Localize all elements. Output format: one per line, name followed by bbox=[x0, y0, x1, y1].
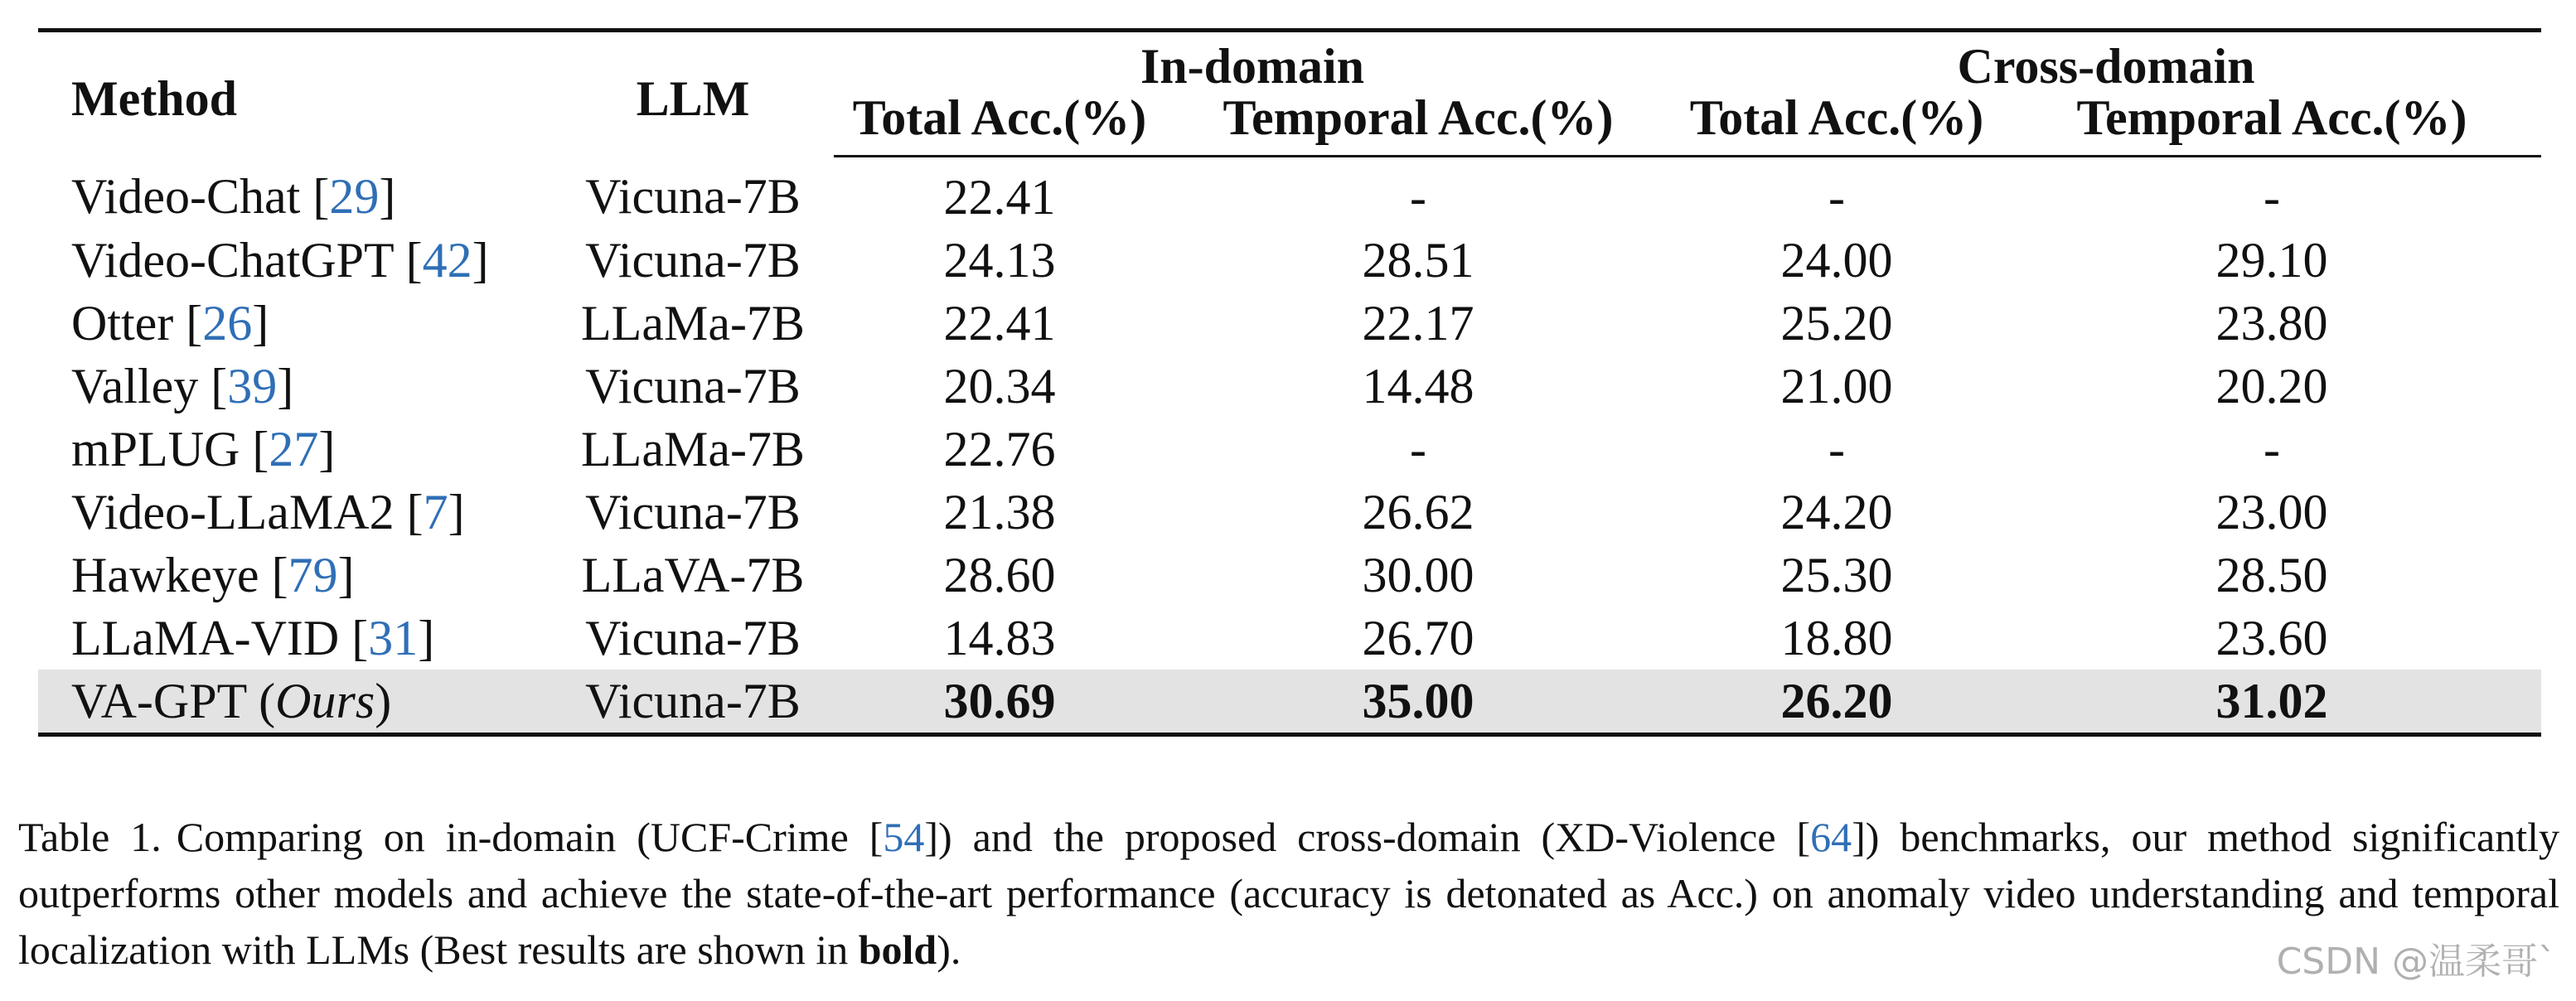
caption-text: ]) benchmarks, our method significantly outperforms other models and achieve the state-of-the-art performance (accuracy is detonated as Acc.) on anomaly video understanding and temporal localization with LLMs (Best results are shown in bbox=[18, 814, 2560, 973]
cross-domain-temporal-cell: 23.80 bbox=[2215, 296, 2328, 351]
in-domain-total-cell: 21.38 bbox=[943, 485, 1056, 539]
cross-domain-temporal-cell: 23.60 bbox=[2215, 611, 2328, 665]
in-domain-total-cell: 20.34 bbox=[943, 359, 1056, 413]
table-row bbox=[38, 355, 2541, 418]
method-name: LLaMA-VID bbox=[71, 611, 340, 665]
header-in-domain: In-domain bbox=[834, 31, 1671, 92]
table-row bbox=[38, 292, 2541, 355]
caption-text: ). bbox=[937, 926, 961, 973]
table-row bbox=[38, 418, 2541, 481]
in-domain-total-cell: 22.41 bbox=[943, 170, 1056, 225]
llm-cell: LLaMa-7B bbox=[581, 296, 805, 351]
in-domain-total-cell: 22.76 bbox=[943, 422, 1056, 476]
citation-link[interactable]: 26 bbox=[202, 296, 253, 351]
method-name: Hawkeye bbox=[71, 548, 259, 602]
results-table-container bbox=[38, 28, 2541, 737]
cross-domain-total-cell: 26.20 bbox=[1671, 670, 2002, 735]
cross-domain-total-cell: 25.20 bbox=[1780, 296, 1893, 351]
in-domain-temporal-cell: - bbox=[1410, 170, 1426, 225]
cross-domain-temporal-cell: - bbox=[2264, 422, 2280, 476]
citation-link[interactable]: 27 bbox=[269, 422, 319, 476]
cross-domain-total-cell: 21.00 bbox=[1780, 359, 1893, 413]
table-caption bbox=[18, 809, 2559, 978]
in-domain-temporal-cell: 28.51 bbox=[1362, 233, 1474, 288]
header-in-domain-total-acc: Total Acc.(%) bbox=[834, 91, 1165, 157]
cross-domain-total-cell: - bbox=[1828, 170, 1845, 225]
method-cell: Otter [26] bbox=[71, 296, 269, 351]
in-domain-total-cell: 24.13 bbox=[943, 233, 1056, 288]
caption-text: Comparing on in-domain (UCF-Crime [ bbox=[176, 814, 884, 860]
in-domain-temporal-cell: 35.00 bbox=[1165, 670, 1671, 735]
citation-link[interactable]: 42 bbox=[422, 233, 472, 288]
table-body bbox=[38, 157, 2541, 735]
method-name: Video-Chat bbox=[71, 169, 301, 225]
caption-label: Table 1. bbox=[18, 814, 162, 860]
cross-domain-temporal-cell: 23.00 bbox=[2215, 485, 2328, 539]
in-domain-temporal-cell: - bbox=[1410, 422, 1426, 476]
llm-cell: LLaVA-7B bbox=[581, 548, 805, 602]
caption-bold-word: bold bbox=[858, 926, 937, 973]
in-domain-total-cell: 14.83 bbox=[943, 611, 1056, 665]
table-row bbox=[38, 544, 2541, 607]
caption-text: ]) and the proposed cross-domain (XD-Violence [ bbox=[924, 814, 1811, 860]
header-cross-domain-temporal-acc: Temporal Acc.(%) bbox=[2002, 91, 2541, 157]
in-domain-temporal-cell: 22.17 bbox=[1362, 296, 1474, 351]
citation-link[interactable]: 54 bbox=[883, 814, 925, 860]
table-row bbox=[38, 607, 2541, 670]
method-cell: VA-GPT (Ours) bbox=[38, 670, 552, 735]
cross-domain-temporal-cell: - bbox=[2264, 170, 2280, 225]
method-name: VA-GPT bbox=[71, 674, 247, 728]
cross-domain-temporal-cell: 29.10 bbox=[2215, 233, 2328, 288]
cross-domain-total-cell: 24.20 bbox=[1780, 485, 1893, 539]
table-row bbox=[38, 481, 2541, 544]
cross-domain-temporal-cell: 28.50 bbox=[2215, 548, 2328, 602]
method-cell: Video-Chat [29] bbox=[71, 169, 396, 225]
cross-domain-total-cell: 18.80 bbox=[1780, 611, 1893, 665]
citation-link[interactable]: 7 bbox=[423, 485, 448, 539]
citation-link[interactable]: 31 bbox=[368, 611, 419, 665]
citation-link[interactable]: 64 bbox=[1810, 814, 1852, 860]
method-cell: Valley [39] bbox=[71, 359, 294, 413]
results-table bbox=[38, 28, 2541, 737]
method-name: Video-LLaMA2 bbox=[71, 485, 395, 539]
citation-link[interactable]: 79 bbox=[288, 548, 338, 602]
cross-domain-total-cell: 25.30 bbox=[1780, 548, 1893, 602]
header-cross-domain-total-acc: Total Acc.(%) bbox=[1671, 91, 2002, 157]
llm-cell: Vicuna-7B bbox=[585, 359, 801, 413]
watermark: CSDN @温柔哥` bbox=[2276, 941, 2556, 983]
in-domain-temporal-cell: 26.62 bbox=[1362, 485, 1474, 539]
llm-cell: Vicuna-7B bbox=[585, 233, 801, 288]
citation-link[interactable]: 39 bbox=[227, 359, 278, 413]
table-row-ours bbox=[38, 670, 2541, 735]
in-domain-total-cell: 30.69 bbox=[834, 670, 1165, 735]
method-cell: Video-ChatGPT [42] bbox=[71, 233, 489, 288]
method-cell: LLaMA-VID [31] bbox=[71, 611, 435, 665]
llm-cell: Vicuna-7B bbox=[585, 611, 801, 665]
header-llm: LLM bbox=[552, 31, 834, 157]
table-row bbox=[38, 157, 2541, 230]
in-domain-total-cell: 22.41 bbox=[943, 296, 1056, 351]
llm-cell: Vicuna-7B bbox=[585, 169, 801, 225]
llm-cell: Vicuna-7B bbox=[585, 485, 801, 539]
header-cross-domain: Cross-domain bbox=[1671, 31, 2541, 92]
in-domain-temporal-cell: 14.48 bbox=[1362, 359, 1474, 413]
method-cell: mPLUG [27] bbox=[71, 422, 336, 476]
method-cell: Video-LLaMA2 [7] bbox=[71, 485, 465, 539]
table-row bbox=[38, 229, 2541, 292]
header-method: Method bbox=[38, 31, 552, 157]
in-domain-temporal-cell: 30.00 bbox=[1362, 548, 1474, 602]
cross-domain-temporal-cell: 31.02 bbox=[2002, 670, 2541, 735]
header-in-domain-temporal-acc: Temporal Acc.(%) bbox=[1165, 91, 1671, 157]
cross-domain-temporal-cell: 20.20 bbox=[2215, 359, 2328, 413]
method-name: Video-ChatGPT bbox=[71, 233, 394, 288]
llm-cell: LLaMa-7B bbox=[581, 422, 805, 476]
method-cell: Hawkeye [79] bbox=[71, 548, 355, 602]
cross-domain-total-cell: - bbox=[1828, 422, 1845, 476]
llm-cell: Vicuna-7B bbox=[552, 670, 834, 735]
ours-tag: Ours bbox=[275, 674, 375, 728]
method-name: Otter bbox=[71, 296, 174, 351]
method-name: mPLUG bbox=[71, 422, 240, 476]
citation-link[interactable]: 29 bbox=[329, 169, 380, 225]
in-domain-total-cell: 28.60 bbox=[943, 548, 1056, 602]
in-domain-temporal-cell: 26.70 bbox=[1362, 611, 1474, 665]
method-name: Valley bbox=[71, 359, 199, 413]
table-header bbox=[38, 31, 2541, 157]
cross-domain-total-cell: 24.00 bbox=[1780, 233, 1893, 288]
